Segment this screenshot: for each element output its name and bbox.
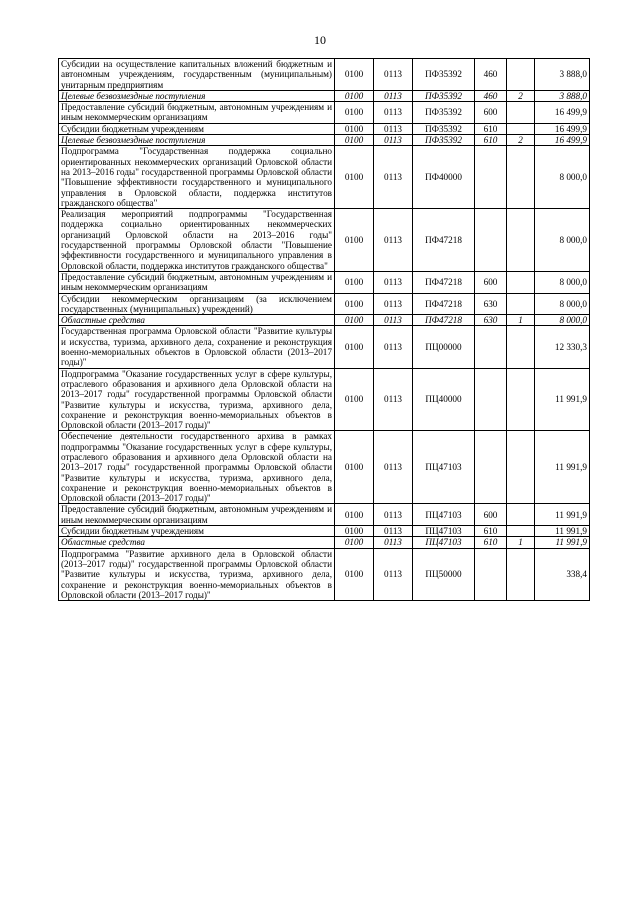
- section-code: 0100: [335, 431, 374, 504]
- subsection-code: 0113: [374, 135, 413, 146]
- expense-type-code: 610: [475, 537, 507, 548]
- source-code: 1: [507, 537, 535, 548]
- row-description: Предоставление субсидий бюджетным, автономным учреждениям и иным некоммерческим организациям: [59, 271, 335, 293]
- section-code: 0100: [335, 271, 374, 293]
- table-body: [59, 59, 590, 601]
- table-row: [59, 102, 590, 124]
- subsection-code: 0113: [374, 146, 413, 209]
- subsection-code: 0113: [374, 315, 413, 326]
- expense-type-code: 600: [475, 102, 507, 124]
- section-code: 0100: [335, 504, 374, 526]
- page-number: 10: [314, 33, 326, 47]
- table-row: [59, 271, 590, 293]
- subsection-code: 0113: [374, 123, 413, 134]
- table-row: [59, 135, 590, 146]
- subsection-code: 0113: [374, 368, 413, 431]
- amount: 3 888,0: [535, 59, 590, 91]
- target-article-code: ПФ35392: [413, 123, 475, 134]
- row-description: Целевые безвозмездные поступления: [59, 135, 335, 146]
- subsection-code: 0113: [374, 209, 413, 272]
- target-article-code: ПЦ47103: [413, 537, 475, 548]
- subsection-code: 0113: [374, 102, 413, 124]
- amount: 11 991,9: [535, 526, 590, 537]
- section-code: 0100: [335, 123, 374, 134]
- expense-type-code: [475, 431, 507, 504]
- section-code: 0100: [335, 293, 374, 315]
- source-code: [507, 526, 535, 537]
- row-description: Подпрограмма "Государственная поддержка социально ориентированных некоммерческих организаций Орловской области на 2013–2016 годы" государственной программы Орловской области "Повышение эффективности государственного и муниципального управления в Орловской области, поддержка институтов гражданского общества": [59, 146, 335, 209]
- budget-table: [58, 58, 590, 601]
- expense-type-code: [475, 548, 507, 600]
- amount: 16 499,9: [535, 123, 590, 134]
- target-article-code: ПЦ47103: [413, 526, 475, 537]
- section-code: 0100: [335, 59, 374, 91]
- subsection-code: 0113: [374, 326, 413, 368]
- amount: 11 991,9: [535, 504, 590, 526]
- source-code: [507, 271, 535, 293]
- row-description: Субсидии бюджетным учреждениям: [59, 123, 335, 134]
- amount: 8 000,0: [535, 209, 590, 272]
- amount: 8 000,0: [535, 146, 590, 209]
- expense-type-code: 600: [475, 271, 507, 293]
- subsection-code: 0113: [374, 271, 413, 293]
- row-description: Субсидии бюджетным учреждениям: [59, 526, 335, 537]
- section-code: 0100: [335, 326, 374, 368]
- amount: 12 330,3: [535, 326, 590, 368]
- expense-type-code: [475, 368, 507, 431]
- target-article-code: ПФ47218: [413, 315, 475, 326]
- table-row: [59, 431, 590, 504]
- table-row: [59, 209, 590, 272]
- source-code: [507, 209, 535, 272]
- amount: 3 888,0: [535, 90, 590, 101]
- target-article-code: ПЦ50000: [413, 548, 475, 600]
- target-article-code: ПФ47218: [413, 209, 475, 272]
- target-article-code: ПФ35392: [413, 135, 475, 146]
- target-article-code: ПФ40000: [413, 146, 475, 209]
- amount: 8 000,0: [535, 315, 590, 326]
- row-description: Субсидии на осуществление капитальных вложений бюджетным и автономным учреждениям, государственным (муниципальным) унитарным предприятиям: [59, 59, 335, 91]
- amount: 16 499,9: [535, 135, 590, 146]
- row-description: Подпрограмма "Развитие архивного дела в Орловской области (2013–2017 годы)" государственной программы Орловской области "Развитие культуры и искусства, туризма, архивного дела, сохранение и реконструкция военно-мемориальных объектов в Орловской области (2013–2017 годы)": [59, 548, 335, 600]
- table-row: [59, 537, 590, 548]
- source-code: [507, 123, 535, 134]
- amount: 8 000,0: [535, 271, 590, 293]
- table-row: [59, 526, 590, 537]
- subsection-code: 0113: [374, 537, 413, 548]
- source-code: [507, 548, 535, 600]
- expense-type-code: 610: [475, 526, 507, 537]
- row-description: Подпрограмма "Оказание государственных услуг в сфере культуры, отраслевого образования и архивного дела Орловской области на 2013–2017 годы" государственной программы Орловской области "Развитие культуры и искусства, туризма, архивного дела, сохранение и реконструкция военно-мемориальных объектов в Орловской области (2013–2017 годы)": [59, 368, 335, 431]
- section-code: 0100: [335, 146, 374, 209]
- target-article-code: ПЦ40000: [413, 368, 475, 431]
- subsection-code: 0113: [374, 548, 413, 600]
- row-description: Областные средства: [59, 537, 335, 548]
- source-code: [507, 504, 535, 526]
- section-code: 0100: [335, 537, 374, 548]
- expense-type-code: 610: [475, 123, 507, 134]
- expense-type-code: 610: [475, 135, 507, 146]
- section-code: 0100: [335, 135, 374, 146]
- target-article-code: ПФ35392: [413, 59, 475, 91]
- expense-type-code: 460: [475, 59, 507, 91]
- target-article-code: ПФ35392: [413, 90, 475, 101]
- expense-type-code: [475, 146, 507, 209]
- section-code: 0100: [335, 526, 374, 537]
- table-row: [59, 368, 590, 431]
- target-article-code: ПЦ47103: [413, 431, 475, 504]
- source-code: [507, 431, 535, 504]
- source-code: [507, 146, 535, 209]
- subsection-code: 0113: [374, 293, 413, 315]
- expense-type-code: 630: [475, 315, 507, 326]
- table-row: [59, 315, 590, 326]
- table-row: [59, 548, 590, 600]
- table-row: [59, 504, 590, 526]
- section-code: 0100: [335, 548, 374, 600]
- row-description: Субсидии некоммерческим организациям (за исключением государственных (муниципальных) учреждений): [59, 293, 335, 315]
- source-code: 2: [507, 90, 535, 101]
- expense-type-code: 630: [475, 293, 507, 315]
- amount: 8 000,0: [535, 293, 590, 315]
- subsection-code: 0113: [374, 526, 413, 537]
- amount: 11 991,9: [535, 368, 590, 431]
- table-row: [59, 59, 590, 91]
- section-code: 0100: [335, 102, 374, 124]
- section-code: 0100: [335, 315, 374, 326]
- row-description: Предоставление субсидий бюджетным, автономным учреждениям и иным некоммерческим организациям: [59, 102, 335, 124]
- table-row: [59, 293, 590, 315]
- section-code: 0100: [335, 368, 374, 431]
- expense-type-code: 460: [475, 90, 507, 101]
- section-code: 0100: [335, 90, 374, 101]
- expense-type-code: [475, 326, 507, 368]
- subsection-code: 0113: [374, 59, 413, 91]
- amount: 16 499,9: [535, 102, 590, 124]
- target-article-code: ПЦ47103: [413, 504, 475, 526]
- amount: 11 991,9: [535, 537, 590, 548]
- table-row: [59, 326, 590, 368]
- source-code: [507, 326, 535, 368]
- table-row: [59, 146, 590, 209]
- row-description: Областные средства: [59, 315, 335, 326]
- source-code: [507, 368, 535, 431]
- amount: 11 991,9: [535, 431, 590, 504]
- table-row: [59, 123, 590, 134]
- row-description: Реализация мероприятий подпрограммы "Государственная поддержка социально ориентированных некоммерческих организаций Орловской области на 2013–2016 годы" государственной программы Орловской области "Повышение эффективности государственного и муниципального управления в Орловской области, поддержка институтов гражданского общества": [59, 209, 335, 272]
- section-code: 0100: [335, 209, 374, 272]
- row-description: Государственная программа Орловской области "Развитие культуры и искусства, туризма, архивного дела, сохранение и реконструкция военно-мемориальных объектов в Орловской области (2013–2017 годы)": [59, 326, 335, 368]
- source-code: 2: [507, 135, 535, 146]
- target-article-code: ПФ47218: [413, 271, 475, 293]
- table-row: [59, 90, 590, 101]
- row-description: Обеспечение деятельности государственного архива в рамках подпрограммы "Оказание государственных услуг в сфере культуры, отраслевого образования и архивного дела Орловской области на 2013–2017 годы" государственной программы Орловской области "Развитие культуры и искусства, туризма, архивного дела, сохранение и реконструкция военно-мемориальных объектов в Орловской области (2013–2017 годы)": [59, 431, 335, 504]
- source-code: [507, 102, 535, 124]
- source-code: 1: [507, 315, 535, 326]
- subsection-code: 0113: [374, 504, 413, 526]
- target-article-code: ПФ35392: [413, 102, 475, 124]
- target-article-code: ПЦ00000: [413, 326, 475, 368]
- expense-type-code: [475, 209, 507, 272]
- row-description: Целевые безвозмездные поступления: [59, 90, 335, 101]
- expense-type-code: 600: [475, 504, 507, 526]
- source-code: [507, 293, 535, 315]
- amount: 338,4: [535, 548, 590, 600]
- target-article-code: ПФ47218: [413, 293, 475, 315]
- source-code: [507, 59, 535, 91]
- subsection-code: 0113: [374, 90, 413, 101]
- subsection-code: 0113: [374, 431, 413, 504]
- row-description: Предоставление субсидий бюджетным, автономным учреждениям и иным некоммерческим организациям: [59, 504, 335, 526]
